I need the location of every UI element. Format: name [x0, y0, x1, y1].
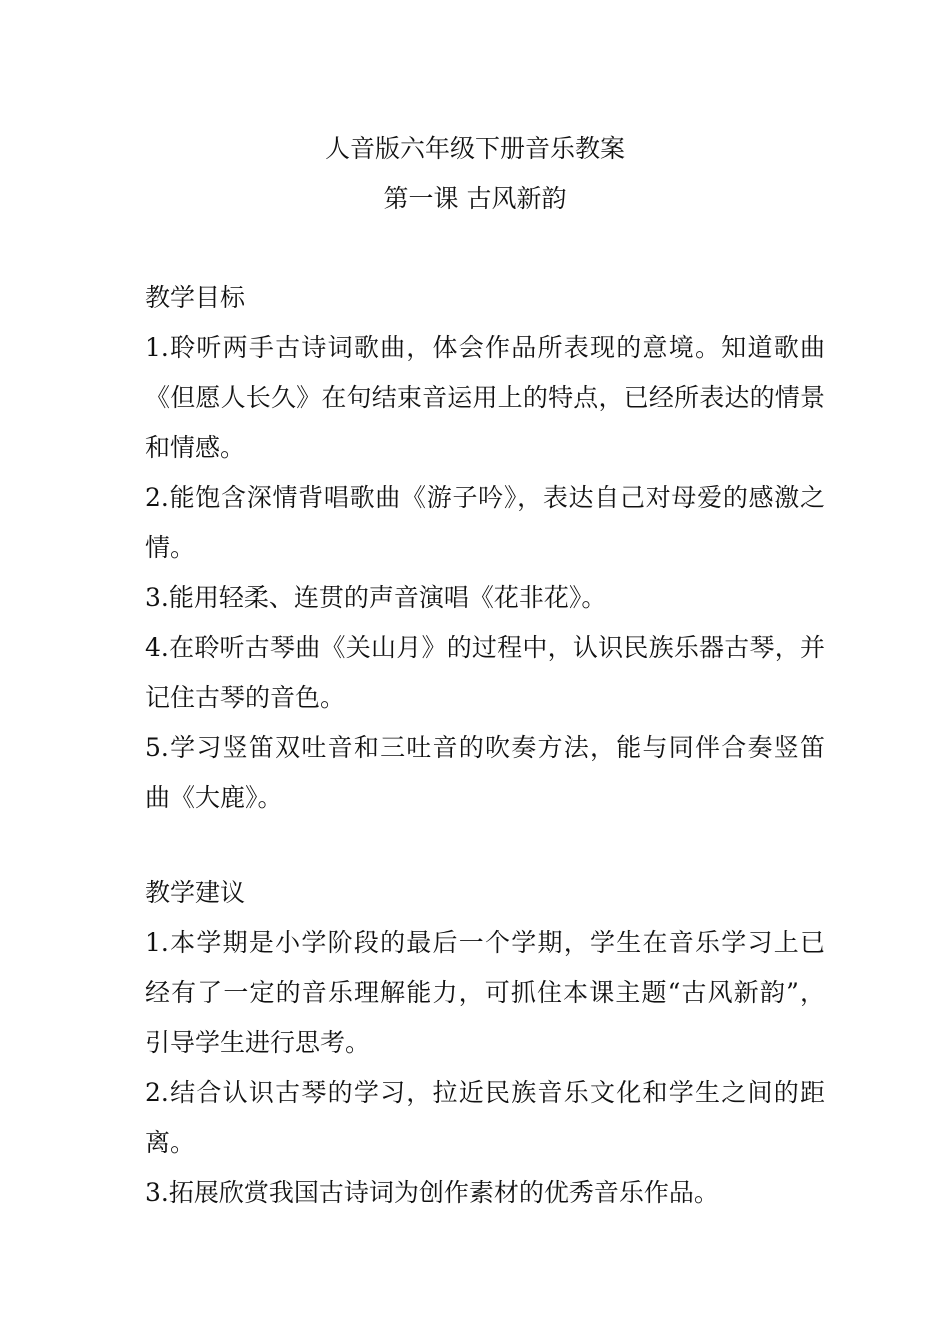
- section-teaching-suggestions: [145, 868, 825, 1218]
- paragraph-line: 3.拓展欣赏我国古诗词为创作素材的优秀音乐作品。: [145, 1178, 719, 1207]
- paragraph-line: 《但愿人长久》在句结束音运用上的特点，已经所表达的情景: [145, 383, 825, 412]
- section-teaching-goals: [145, 273, 825, 823]
- paragraph-line: 曲《大鹿》。: [145, 783, 283, 812]
- paragraph-line: 经有了一定的音乐理解能力，可抓住本课主题“古风新韵”，: [145, 978, 825, 1007]
- paragraph-line: 2.能饱含深情背唱歌曲《游子吟》，表达自己对母爱的感激之: [145, 483, 825, 512]
- paragraph-line: 4.在聆听古琴曲《关山月》的过程中，认识民族乐器古琴，并: [145, 633, 825, 662]
- paragraph-line: 引导学生进行思考。: [145, 1028, 371, 1057]
- paragraph-line: 记住古琴的音色。: [145, 683, 346, 712]
- paragraph-line: 和情感。: [145, 433, 246, 462]
- paragraph-line: 情。: [145, 533, 196, 562]
- paragraph-line: 2.结合认识古琴的学习，拉近民族音乐文化和学生之间的距: [145, 1078, 825, 1107]
- section-heading: 教学建议: [145, 878, 246, 907]
- paragraph-line: 3.能用轻柔、连贯的声音演唱《花非花》。: [145, 583, 607, 612]
- paragraph-line: 1.聆听两手古诗词歌曲，体会作品所表现的意境。知道歌曲: [145, 333, 825, 362]
- paragraph-line: 离。: [145, 1128, 196, 1157]
- section-heading: 教学目标: [145, 283, 246, 312]
- paragraph-line: 1.本学期是小学阶段的最后一个学期，学生在音乐学习上已: [145, 928, 825, 957]
- lesson-title: 第一课 古风新韵: [383, 184, 567, 213]
- paragraph-line: 5.学习竖笛双吐音和三吐音的吹奏方法，能与同伴合奏竖笛: [145, 733, 825, 762]
- document-title: 人音版六年级下册音乐教案: [324, 134, 625, 163]
